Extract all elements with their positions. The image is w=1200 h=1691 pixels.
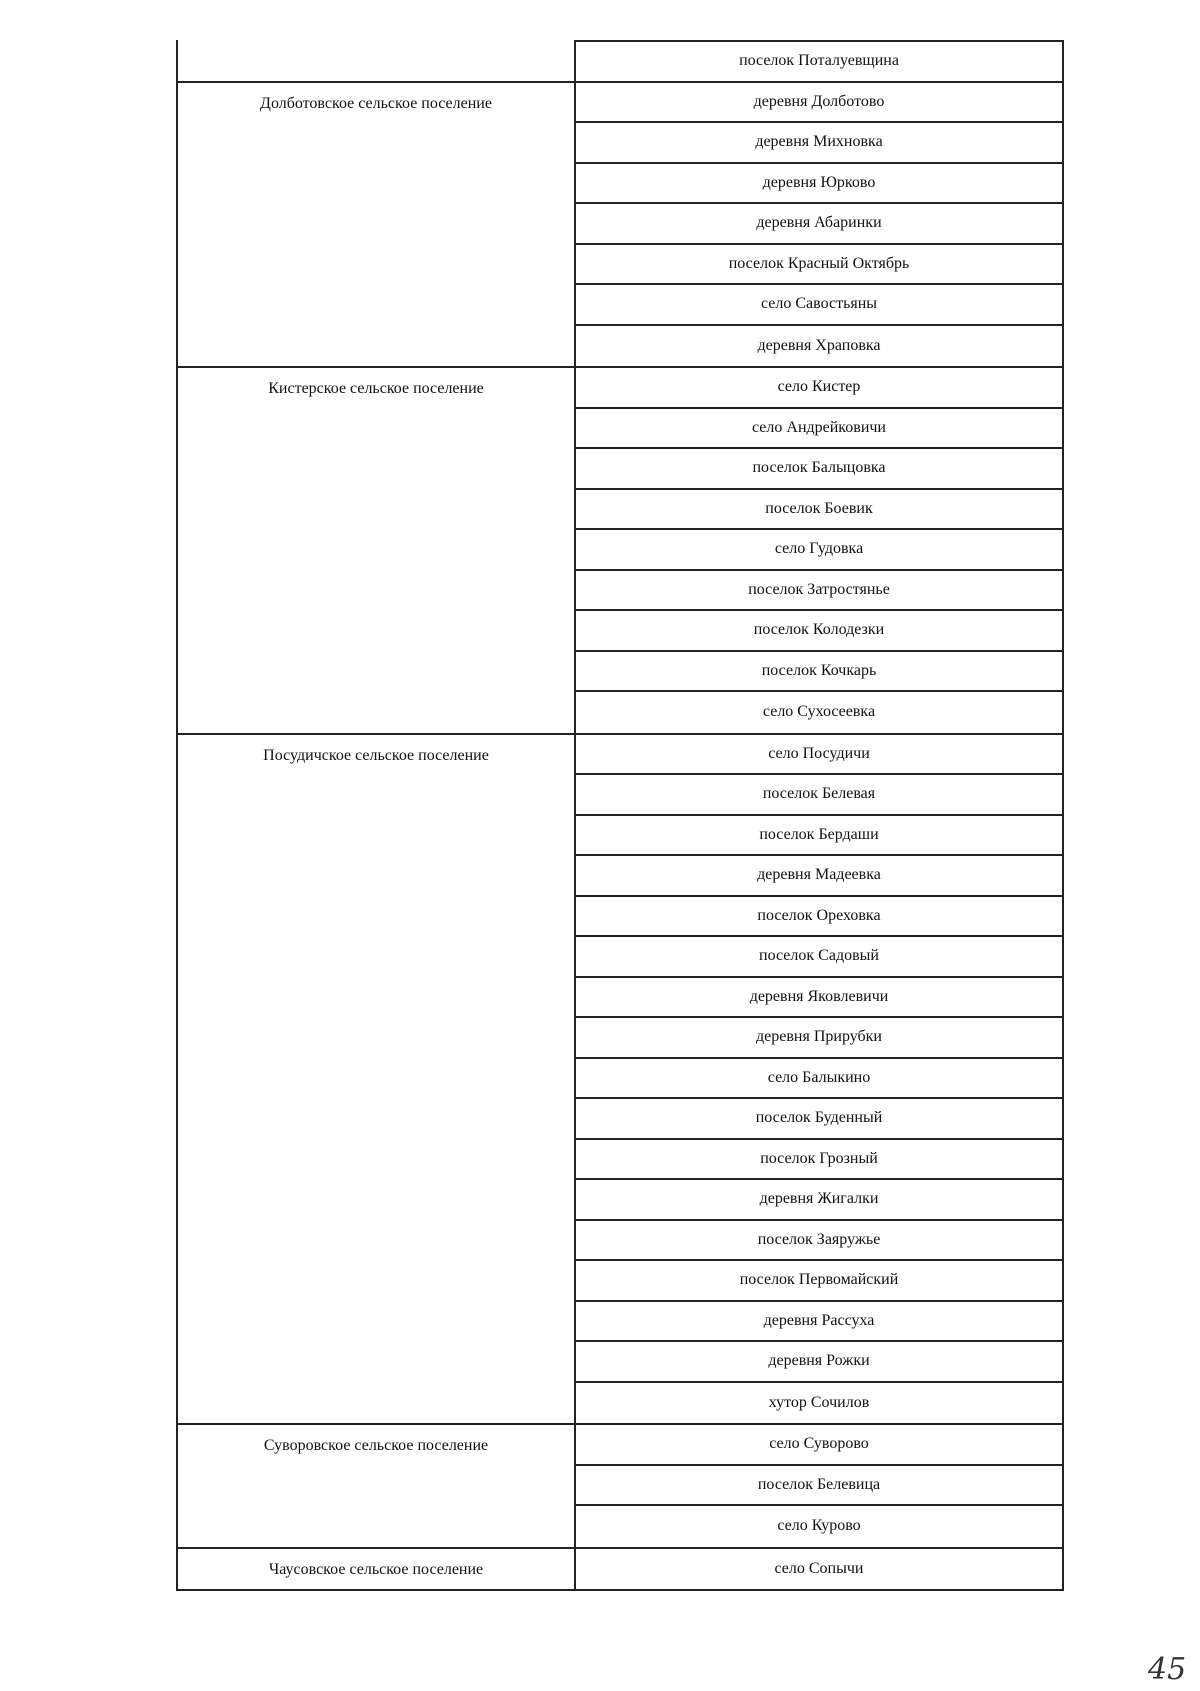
locality-cell: хутор Сочилов bbox=[576, 1383, 1064, 1424]
locality-cell: поселок Грозный bbox=[576, 1140, 1064, 1181]
localities-list bbox=[576, 40, 1064, 81]
locality-cell: село Сопычи bbox=[576, 1549, 1064, 1590]
settlement-group bbox=[176, 1549, 1064, 1592]
settlement-name: Чаусовское сельское поселение bbox=[178, 1549, 576, 1590]
locality-cell: поселок Красный Октябрь bbox=[576, 245, 1064, 286]
localities-list bbox=[576, 1549, 1064, 1590]
localities-list bbox=[576, 368, 1064, 733]
locality-cell: деревня Михновка bbox=[576, 123, 1064, 164]
settlement-group bbox=[176, 40, 1064, 83]
locality-cell: деревня Яковлевичи bbox=[576, 978, 1064, 1019]
locality-cell: поселок Белевая bbox=[576, 775, 1064, 816]
settlement-group bbox=[176, 83, 1064, 369]
locality-cell: деревня Мадеевка bbox=[576, 856, 1064, 897]
locality-cell: село Андрейковичи bbox=[576, 409, 1064, 450]
locality-cell: село Курово bbox=[576, 1506, 1064, 1547]
locality-cell: поселок Колодезки bbox=[576, 611, 1064, 652]
settlements-table bbox=[176, 40, 1064, 1591]
locality-cell: деревня Храповка bbox=[576, 326, 1064, 367]
locality-cell: поселок Буденный bbox=[576, 1099, 1064, 1140]
locality-cell: поселок Белевица bbox=[576, 1466, 1064, 1507]
locality-cell: село Сухосеевка bbox=[576, 692, 1064, 733]
locality-cell: поселок Садовый bbox=[576, 937, 1064, 978]
locality-cell: деревня Долботово bbox=[576, 83, 1064, 124]
locality-cell: деревня Прирубки bbox=[576, 1018, 1064, 1059]
settlement-name: Суворовское сельское поселение bbox=[178, 1425, 576, 1547]
locality-cell: поселок Затростянье bbox=[576, 571, 1064, 612]
localities-list bbox=[576, 83, 1064, 367]
page-number: 45 bbox=[1148, 1652, 1187, 1687]
locality-cell: село Савостьяны bbox=[576, 285, 1064, 326]
settlement-group bbox=[176, 368, 1064, 735]
locality-cell: село Гудовка bbox=[576, 530, 1064, 571]
localities-list bbox=[576, 1425, 1064, 1547]
locality-cell: село Суворово bbox=[576, 1425, 1064, 1466]
settlement-group bbox=[176, 735, 1064, 1426]
localities-list bbox=[576, 735, 1064, 1424]
locality-cell: поселок Балыцовка bbox=[576, 449, 1064, 490]
locality-cell: село Посудичи bbox=[576, 735, 1064, 776]
locality-cell: деревня Рассуха bbox=[576, 1302, 1064, 1343]
locality-cell: поселок Кочкарь bbox=[576, 652, 1064, 693]
locality-cell: деревня Рожки bbox=[576, 1342, 1064, 1383]
locality-cell: поселок Заяружье bbox=[576, 1221, 1064, 1262]
settlement-name: Кистерское сельское поселение bbox=[178, 368, 576, 733]
locality-cell: поселок Боевик bbox=[576, 490, 1064, 531]
locality-cell: деревня Юрково bbox=[576, 164, 1064, 205]
locality-cell: деревня Жигалки bbox=[576, 1180, 1064, 1221]
locality-cell: поселок Поталуевщина bbox=[576, 40, 1064, 81]
settlement-name bbox=[178, 40, 576, 81]
settlement-group bbox=[176, 1425, 1064, 1549]
locality-cell: поселок Бердаши bbox=[576, 816, 1064, 857]
settlement-name: Долботовское сельское поселение bbox=[178, 83, 576, 367]
settlement-name: Посудичское сельское поселение bbox=[178, 735, 576, 1424]
locality-cell: село Балыкино bbox=[576, 1059, 1064, 1100]
locality-cell: поселок Ореховка bbox=[576, 897, 1064, 938]
locality-cell: село Кистер bbox=[576, 368, 1064, 409]
locality-cell: деревня Абаринки bbox=[576, 204, 1064, 245]
locality-cell: поселок Первомайский bbox=[576, 1261, 1064, 1302]
